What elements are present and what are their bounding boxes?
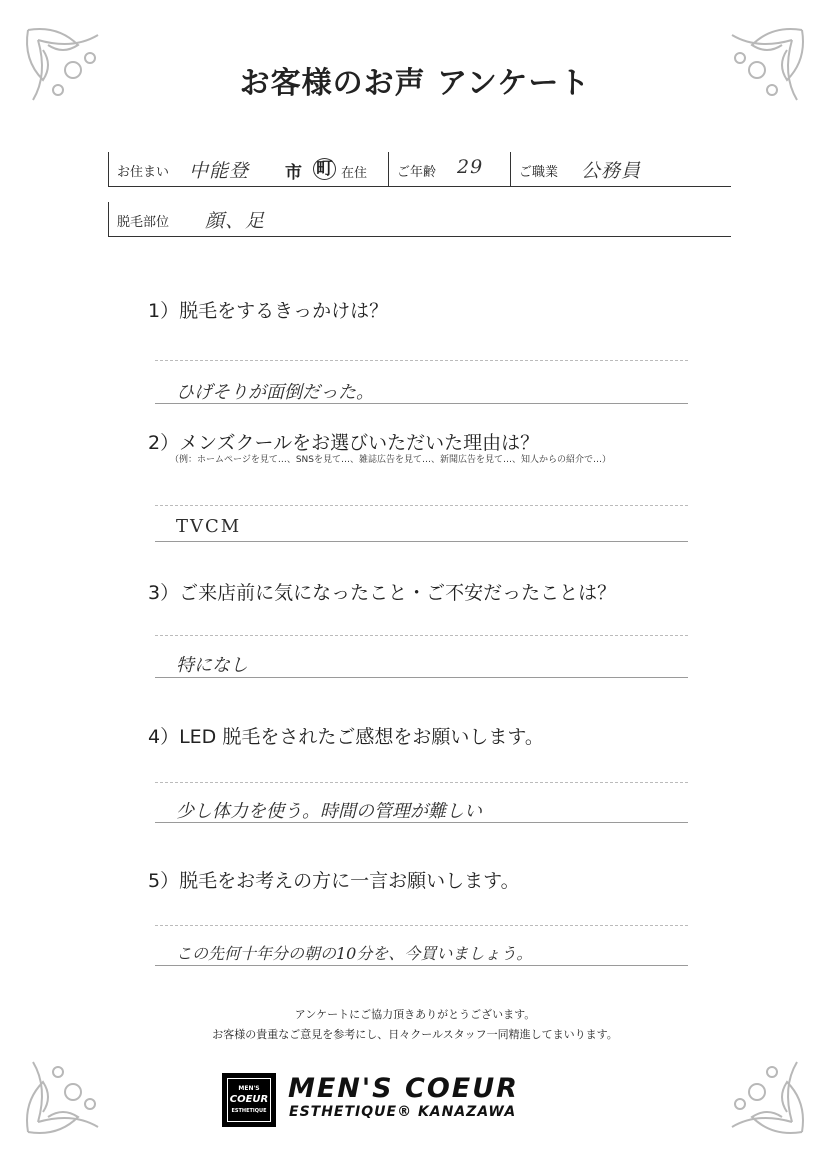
- corner-ornament: [18, 1032, 128, 1142]
- footer-thanks: アンケートにご協力頂きありがとうございます。: [294, 1008, 536, 1021]
- address-label: お住まい: [117, 165, 170, 180]
- brand-subtitle: ESTHETIQUE® KANAZAWA: [289, 1104, 517, 1120]
- town-label: 町: [313, 158, 336, 180]
- answer-line: [155, 925, 688, 926]
- reside-label: 在住: [341, 166, 368, 181]
- answer-line: [155, 360, 688, 361]
- question-1: 1）脱毛をするきっかけは？: [148, 300, 389, 322]
- question-5: 5）脱毛をお考えの方に一言お願いします。: [148, 870, 520, 892]
- answer-line: [155, 635, 688, 636]
- area-cell: [108, 202, 731, 237]
- answer-line: [155, 822, 688, 823]
- page-title: お客様のお声 アンケート: [239, 66, 591, 101]
- question-2-note: （例：ホームページを見て…、SNSを見て…、雑誌広告を見て…、新聞広告を見て…、知人からの紹介で…）: [170, 455, 611, 465]
- question-4: 4）LED 脱毛をされたご感想をお願いします。: [148, 726, 544, 748]
- age-label: ご年齢: [397, 165, 437, 180]
- answer-5: この先何十年分の朝の10分を、今買いましょう。: [176, 944, 533, 963]
- badge-top-text: MEN'S: [238, 1085, 260, 1092]
- badge-bot-text: ESTHETIQUE: [231, 1108, 267, 1114]
- age-cell: [388, 152, 511, 187]
- answer-2: TVCM: [176, 516, 242, 537]
- info-row-area: [108, 202, 730, 236]
- job-value: 公務員: [581, 160, 642, 182]
- age-value: 29: [457, 156, 484, 178]
- answer-line: [155, 505, 688, 506]
- question-3: 3）ご来店前に気になったこと・ご不安だったことは？: [148, 582, 617, 604]
- brand-name: MEN'S COEUR: [288, 1073, 519, 1104]
- info-row-personal: [108, 152, 730, 186]
- area-value: 顔、足: [205, 210, 266, 232]
- answer-line: [155, 403, 688, 404]
- answer-3: 特になし: [176, 655, 248, 676]
- address-value: 中能登: [189, 160, 250, 182]
- answer-line: [155, 782, 688, 783]
- answer-line: [155, 965, 688, 966]
- question-2: 2）メンズクールをお選びいただいた理由は？: [148, 432, 540, 454]
- footer-message: お客様の貴重なご意見を参考にし、日々クールスタッフ一同精進してまいります。: [212, 1028, 618, 1041]
- answer-line: [155, 677, 688, 678]
- brand-badge-logo: [222, 1073, 276, 1127]
- corner-ornament: [702, 1032, 812, 1142]
- address-cell: [108, 152, 389, 187]
- city-label: 市: [285, 163, 302, 183]
- badge-mid-text: COEUR: [229, 1094, 269, 1105]
- answer-1: ひげそりが面倒だった。: [176, 382, 374, 403]
- job-label: ご職業: [519, 165, 559, 180]
- answer-line: [155, 541, 688, 542]
- area-label: 脱毛部位: [117, 215, 170, 230]
- job-cell: [510, 152, 731, 187]
- answer-4: 少し体力を使う。時間の管理が難しい: [176, 801, 482, 822]
